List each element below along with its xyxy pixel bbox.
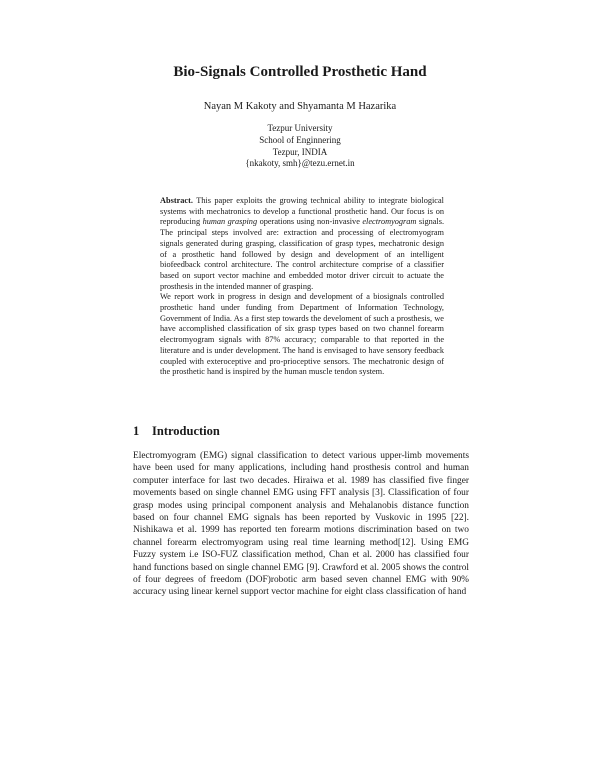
abstract-text: This paper exploits the growing technical ability to integrate biological systems with mechatronics to develop a functional prosthetic hand. Our focus is on reproducing (160, 196, 444, 227)
affiliation-university: Tezpur University (267, 123, 333, 133)
abstract-text: operations using non-invasive (259, 217, 360, 227)
author-list: Nayan M Kakoty and Shyamanta M Hazarika (203, 101, 397, 112)
abstract-text: signals. The principal steps involved are: extraction and processing of electromyogram signals generated during grasping, classification of grasp types, mechatronic design of a prosthetic hand followed by design and development of an intelligent biofeedback control architecture. The control architecture comprise of a classifier based on suport vector machine and embedded motor driver circuit to actuate the prosthesis in the intended manner of grasping. (160, 217, 445, 291)
affiliation-block (0, 123, 600, 170)
author-email: {nkakoty, smh}@tezu.ernet.in (245, 158, 355, 169)
introduction-paragraph: Electromyogram (EMG) signal classification to detect various upper-limb movements have been used for many applications, including hand prosthesis control and human computer interface for last two decades. Hiraiwa et al. 1989 has classified five finger movements based on single channel EMG using FFT analysis [3]. Classification of four grasp modes using principal component analysis and Mehalanobis distance function based on four channel EMG signals has been reported by Vuskovic in 1995 [22]. Nishikawa et al. 1999 has reported ten forearm motions discrimination based on two channel forearm electromyogram using real time learning method[12]. Using EMG Fuzzy system i.e ISO-FUZ classification method, Chan et al. 2000 has classified four hand functions based on single channel EMG [9]. Crawford et al. 2005 shows the control of four degrees of freedom (DOF)robotic arm based seven channel EMG with 90% accuracy using linear kernel support vector machine for eight class classification of hand (133, 451, 469, 598)
section-heading-introduction (133, 424, 493, 439)
abstract-emphasis: human grasping (202, 217, 258, 227)
abstract-emphasis: electromyogram (362, 217, 417, 227)
abstract (160, 196, 444, 378)
affiliation-school: School of Enginnering (259, 134, 341, 145)
abstract-label: Abstract. (160, 196, 193, 205)
section-number: 1 (133, 424, 140, 438)
paper-title: Bio-Signals Controlled Prosthetic Hand (173, 64, 427, 80)
abstract-paragraph-1 (160, 196, 444, 292)
abstract-paragraph-2: We report work in progress in design and development of a biosignals controlled prosthetic hand under funding from Department of Information Technology, Government of India. As a first step towards the develoment of such a prosthesis, we have accomplished classification of six grasp types based on two channel forearm electromyogram signals with 87% accuracy; comparable to that reported in the literature and is under development. The hand is envisaged to have sensory feedback coupled with exteroceptive and pro-prioceptive sensors. The mechatronic design of the prosthetic hand is inspired by the human muscle tendon system. (160, 292, 444, 377)
section-title: Introduction (152, 424, 220, 438)
introduction-body (133, 450, 469, 599)
affiliation-location: Tezpur, INDIA (272, 146, 328, 157)
